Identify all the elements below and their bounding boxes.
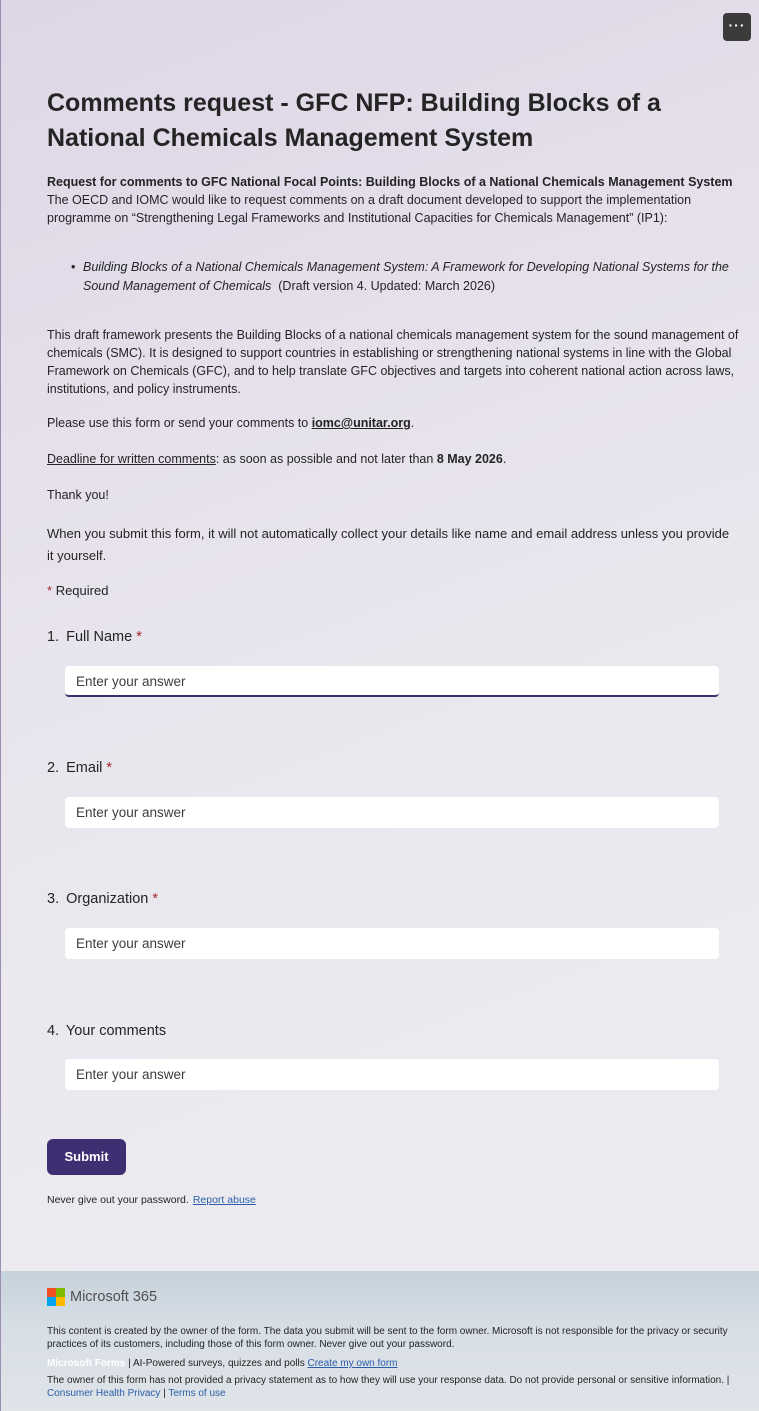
footer-separator: | xyxy=(160,1388,169,1399)
password-warning: Never give out your password. xyxy=(47,1194,189,1206)
form-title: Comments request - GFC NFP: Building Blocks of a National Chemicals Management System xyxy=(47,89,661,152)
required-star: * xyxy=(136,629,142,645)
footer-owner-note xyxy=(47,1374,737,1400)
required-label: Required xyxy=(55,583,109,598)
required-legend xyxy=(47,582,747,600)
privacy-note: When you submit this form, it will not automatically collect your details like name and email address unless you provide it yourself. xyxy=(47,526,730,563)
terms-link[interactable]: Terms of use xyxy=(168,1388,226,1399)
more-options-button[interactable]: ··· xyxy=(723,13,751,41)
forms-tagline: | AI-Powered surveys, quizzes and polls xyxy=(125,1358,308,1369)
create-form-link[interactable]: Create my own form xyxy=(307,1358,398,1369)
question-number: 4. xyxy=(47,1023,60,1039)
deadline-suffix: . xyxy=(502,452,507,466)
question-label: Your comments xyxy=(65,1023,167,1039)
deadline-text: : as soon as possible and not later than xyxy=(215,452,437,466)
document-title: Building Blocks of a National Chemicals Management System: A Framework for Developing National Systems for the Sound Management of Chemicals xyxy=(83,260,729,293)
email-input[interactable]: Enter your answer xyxy=(65,797,719,828)
question-label: Organization xyxy=(66,891,149,907)
footer xyxy=(1,1271,759,1411)
description-heading: Request for comments to GFC National Focal Points: Building Blocks of a National Chemicals Management System xyxy=(47,175,733,189)
footer-forms-line xyxy=(47,1357,737,1370)
submit-button[interactable]: Submit xyxy=(47,1139,126,1175)
list-item xyxy=(71,258,751,296)
password-note xyxy=(47,1194,256,1206)
description-summary: This draft framework presents the Building Blocks of a national chemicals management system for the sound management of chemicals (SMC). It is designed to support countries in establishing or strengthening national systems in line with the Global Framework on Chemicals (GFC), and to help translate GFC objectives and targets into coherent national action across laws, institutions, and policy instruments. xyxy=(47,328,739,396)
document-list xyxy=(71,258,751,296)
question-comments xyxy=(47,1023,747,1039)
microsoft-logo-icon xyxy=(47,1288,65,1306)
comments-input[interactable]: Enter your answer xyxy=(65,1059,719,1090)
thanks-text: Thank you! xyxy=(47,488,109,502)
description-intro: The OECD and IOMC would like to request comments on a draft document developed to support the implementation programme on “Strengthening Legal Frameworks and Institutional Capacities for Chemicals Management” (IP1): xyxy=(47,193,692,225)
full-name-input[interactable]: Enter your answer xyxy=(65,666,719,697)
question-number: 3. xyxy=(47,891,60,907)
brand-name: Microsoft 365 xyxy=(70,1289,158,1305)
footer-disclaimer: This content is created by the owner of the form. The data you submit will be sent to the form owner. Microsoft is not responsible for the privacy or security practices of its customers, including those of this form owner. Never give out your password. xyxy=(47,1326,728,1350)
required-star: * xyxy=(106,760,113,776)
required-star: * xyxy=(47,583,53,598)
deadline-date: 8 May 2026 xyxy=(436,452,503,466)
forms-name: Microsoft Forms xyxy=(47,1358,126,1369)
question-email xyxy=(47,760,747,776)
report-abuse-link[interactable]: Report abuse xyxy=(192,1194,256,1206)
owner-note: The owner of this form has not provided a privacy statement as to how they will use your response data. Do not provide personal or sensitive information. | xyxy=(47,1375,730,1386)
deadline-note xyxy=(47,450,747,468)
email-link[interactable]: iomc@unitar.org xyxy=(311,416,411,430)
question-number: 2. xyxy=(47,760,60,776)
deadline-label: Deadline for written comments xyxy=(47,452,216,466)
question-full-name xyxy=(47,629,747,645)
document-version: (Draft version 4. Updated: March 2026) xyxy=(278,279,496,293)
send-prefix: Please use this form or send your comments to xyxy=(47,416,312,430)
question-number: 1. xyxy=(47,629,60,645)
question-label: Full Name xyxy=(66,629,133,645)
form-description xyxy=(47,173,750,227)
microsoft-365-logo xyxy=(47,1288,157,1306)
question-label: Email xyxy=(66,760,103,776)
health-privacy-link[interactable]: Consumer Health Privacy xyxy=(47,1388,161,1399)
send-comments-note xyxy=(47,414,747,432)
required-star: * xyxy=(152,891,159,907)
organization-input[interactable]: Enter your answer xyxy=(65,928,719,959)
send-suffix: . xyxy=(410,416,415,430)
question-organization xyxy=(47,891,747,907)
